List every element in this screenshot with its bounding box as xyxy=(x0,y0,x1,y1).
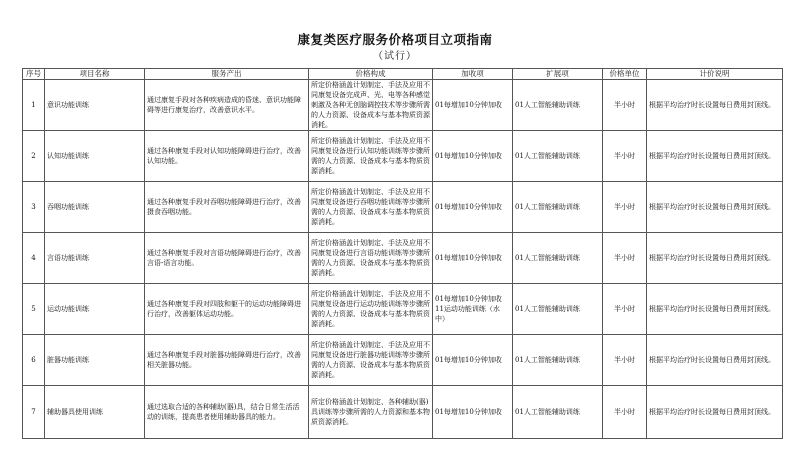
cell-unit: 半小时 xyxy=(603,131,647,182)
cell-note: 根据平均治疗时长设置每日费用封顶线。 xyxy=(647,284,783,335)
cell-note: 根据平均治疗时长设置每日费用封顶线。 xyxy=(647,182,783,233)
table-row xyxy=(23,80,783,131)
table-row xyxy=(23,131,783,182)
cell-name: 脏器功能训练 xyxy=(45,335,145,386)
cell-output: 通过各种康复手段对吞咽功能障碍进行治疗，改善摄食吞咽功能。 xyxy=(145,182,309,233)
cell-composition: 所定价格涵盖计划制定、各种辅助(器)具训练等步骤所需的人力资源和基本物质资源消耗。 xyxy=(309,386,433,439)
cell-name: 辅助器具使用训练 xyxy=(45,386,145,439)
table-row xyxy=(23,233,783,284)
cell-composition: 所定价格涵盖计划制定、手法及应用不同康复设备进行认知功能训练等步骤所需的人力资源、设备成本与基本物质资源消耗。 xyxy=(309,131,433,182)
cell-extension: 01人工智能辅助训练 xyxy=(513,284,603,335)
cell-addon: 01每增加10分钟加收 xyxy=(433,233,513,284)
cell-note: 根据平均治疗时长设置每日费用封顶线。 xyxy=(647,80,783,131)
cell-composition: 所定价格涵盖计划制定、手法及应用不同康复设备进行脏器功能训练等步骤所需的人力资源、设备成本与基本物质资源消耗。 xyxy=(309,335,433,386)
cell-seq: 7 xyxy=(23,386,45,439)
cell-composition: 所定价格涵盖计划制定、手法及应用不同康复设备进行言语功能训练等步骤所需的人力资源、设备成本与基本物质资源消耗。 xyxy=(309,233,433,284)
cell-seq: 6 xyxy=(23,335,45,386)
cell-addon: 01每增加10分钟加收 xyxy=(433,335,513,386)
table-row xyxy=(23,335,783,386)
table-row xyxy=(23,182,783,233)
cell-addon: 01每增加10分钟加收 xyxy=(433,386,513,439)
cell-note: 根据平均治疗时长设置每日费用封顶线。 xyxy=(647,386,783,439)
cell-unit: 半小时 xyxy=(603,284,647,335)
cell-extension: 01人工智能辅助训练 xyxy=(513,182,603,233)
cell-output: 通过各种康复手段对言语功能障碍进行治疗，改善言语-语言功能。 xyxy=(145,233,309,284)
cell-unit: 半小时 xyxy=(603,335,647,386)
cell-addon: 01每增加10分钟加收 xyxy=(433,182,513,233)
cell-extension: 01人工智能辅助训练 xyxy=(513,80,603,131)
cell-output: 通过各种康复手段对认知功能障碍进行治疗，改善认知功能。 xyxy=(145,131,309,182)
cell-unit: 半小时 xyxy=(603,233,647,284)
cell-output: 通过康复手段对各种疾病造成的昏迷、意识功能障碍等进行康复治疗，改善意识水平。 xyxy=(145,80,309,131)
cell-seq: 5 xyxy=(23,284,45,335)
cell-extension: 01人工智能辅助训练 xyxy=(513,335,603,386)
cell-note: 根据平均治疗时长设置每日费用封顶线。 xyxy=(647,335,783,386)
cell-name: 运动功能训练 xyxy=(45,284,145,335)
cell-composition: 所定价格涵盖计划制定、手法及应用不同康复设备完成声、光、电等各种感觉刺激及各种无创脑调控技术等步骤所需的人力资源、设备成本与基本物质资源消耗。 xyxy=(309,80,433,131)
cell-extension: 01人工智能辅助训练 xyxy=(513,131,603,182)
cell-note: 根据平均治疗时长设置每日费用封顶线。 xyxy=(647,131,783,182)
table-row xyxy=(23,284,783,335)
col-header-seq: 序号 xyxy=(23,69,45,80)
cell-unit: 半小时 xyxy=(603,182,647,233)
cell-output: 通过各种康复手段对四肢和躯干的运动功能障碍进行治疗，改善躯体运动功能。 xyxy=(145,284,309,335)
cell-seq: 3 xyxy=(23,182,45,233)
col-header-note: 计价说明 xyxy=(647,69,783,80)
cell-unit: 半小时 xyxy=(603,386,647,439)
cell-addon: 01每增加10分钟加收 xyxy=(433,80,513,131)
col-header-output: 服务产出 xyxy=(145,69,309,80)
cell-composition: 所定价格涵盖计划制定、手法及应用不同康复设备进行运动功能训练等步骤所需的人力资源、设备成本与基本物质资源消耗。 xyxy=(309,284,433,335)
cell-output: 通过选取合适的各种辅助(器)具，结合日常生活活动的训练，提高患者使用辅助器具的能力。 xyxy=(145,386,309,439)
cell-note: 根据平均治疗时长设置每日费用封顶线。 xyxy=(647,233,783,284)
col-header-composition: 价格构成 xyxy=(309,69,433,80)
table-row xyxy=(23,386,783,439)
cell-seq: 4 xyxy=(23,233,45,284)
cell-name: 吞咽功能训练 xyxy=(45,182,145,233)
cell-extension: 01人工智能辅助训练 xyxy=(513,386,603,439)
col-header-addon: 加收项 xyxy=(433,69,513,80)
cell-extension: 01人工智能辅助训练 xyxy=(513,233,603,284)
col-header-name: 项目名称 xyxy=(45,69,145,80)
cell-composition: 所定价格涵盖计划制定、手法及应用不同康复设备进行吞咽功能训练等步骤所需的人力资源、设备成本与基本物质资源消耗。 xyxy=(309,182,433,233)
cell-unit: 半小时 xyxy=(603,80,647,131)
price-items-table xyxy=(22,68,783,439)
cell-output: 通过各种康复手段对脏器功能障碍进行治疗，改善相关脏器功能。 xyxy=(145,335,309,386)
col-header-extension: 扩展项 xyxy=(513,69,603,80)
cell-addon: 01每增加10分钟加收 11运动功能训练（水中） xyxy=(433,284,513,335)
cell-name: 意识功能训练 xyxy=(45,80,145,131)
col-header-unit: 价格单位 xyxy=(603,69,647,80)
cell-seq: 1 xyxy=(23,80,45,131)
page-subtitle: （试行） xyxy=(373,51,417,62)
cell-addon: 01每增加10分钟加收 xyxy=(433,131,513,182)
cell-name: 言语功能训练 xyxy=(45,233,145,284)
cell-name: 认知功能训练 xyxy=(45,131,145,182)
table-header-row xyxy=(23,69,783,80)
page-title: 康复类医疗服务价格项目立项指南 xyxy=(297,32,493,47)
cell-seq: 2 xyxy=(23,131,45,182)
